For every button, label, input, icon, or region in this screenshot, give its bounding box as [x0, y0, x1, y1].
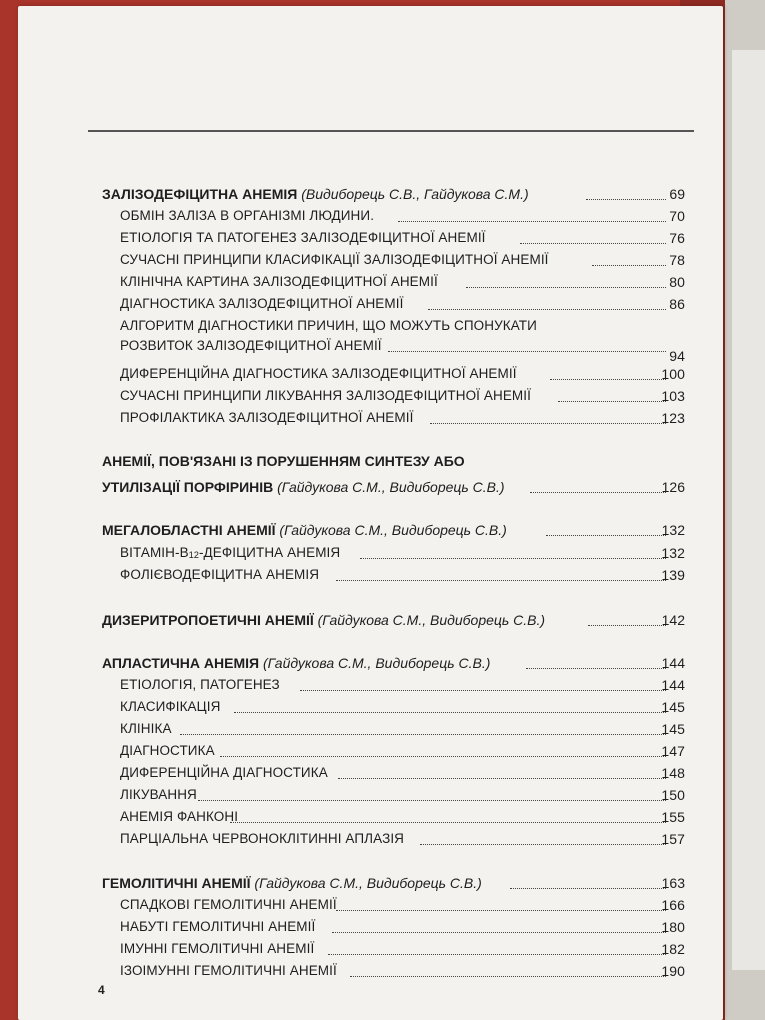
table-of-contents — [18, 6, 723, 1020]
entry-title: ОБМІН ЗАЛІЗА В ОРГАНІЗМІ ЛЮДИНИ. — [120, 208, 375, 223]
entry-title-pre: ВІТАМІН-В — [120, 545, 189, 560]
entry-page: 132 — [661, 522, 685, 538]
entry-title: ЕТІОЛОГІЯ ТА ПАТОГЕНЕЗ ЗАЛІЗОДЕФІЦИТНОЇ АНЕМІЇ — [120, 230, 486, 245]
entry-page: 144 — [661, 677, 685, 693]
entry-page: 86 — [669, 296, 685, 312]
toc-entry-aplastic-etiology — [18, 674, 723, 696]
entry-authors: (Гайдукова С.М., Видиборець С.В.) — [317, 612, 546, 628]
entry-page: 103 — [661, 388, 685, 404]
entry-page: 142 — [661, 612, 685, 628]
toc-entry-aplastic-diagnostics — [18, 740, 723, 762]
toc-entry-diagnostic-algorithm-cont — [18, 335, 723, 364]
entry-title: КЛІНІЧНА КАРТИНА ЗАЛІЗОДЕФІЦИТНОЇ АНЕМІЇ — [120, 274, 438, 289]
entry-page: 70 — [669, 208, 685, 224]
toc-entry-clinical-picture — [18, 271, 723, 293]
dot-leader — [428, 309, 666, 310]
entry-page: 144 — [661, 655, 685, 671]
entry-title: СУЧАСНІ ПРИНЦИПИ ЛІКУВАННЯ ЗАЛІЗОДЕФІЦИТНОЇ АНЕМІЇ — [120, 388, 531, 403]
toc-entry-acquired-hemolytic — [18, 916, 723, 938]
toc-entry-aplastic-classification — [18, 696, 723, 718]
toc-entry-immune-hemolytic — [18, 938, 723, 960]
dot-leader — [420, 844, 666, 845]
entry-page: 147 — [661, 743, 685, 759]
dot-leader — [466, 287, 666, 288]
entry-title: СПАДКОВІ ГЕМОЛІТИЧНІ АНЕМІЇ — [120, 897, 337, 912]
entry-title: ПРОФІЛАКТИКА ЗАЛІЗОДЕФІЦИТНОЇ АНЕМІЇ — [120, 410, 414, 425]
dot-leader — [220, 756, 666, 757]
entry-page: 100 — [661, 366, 685, 382]
entry-title: КЛІНІКА — [120, 721, 172, 736]
entry-title: ДІАГНОСТИКА — [120, 743, 215, 758]
entry-page: 190 — [661, 963, 685, 979]
toc-entry-hemolytic-anemias — [18, 872, 723, 894]
entry-title: ЗАЛІЗОДЕФІЦИТНА АНЕМІЯ — [102, 186, 298, 202]
dot-leader — [180, 734, 666, 735]
toc-entry-dyserythropoietic-anemias — [18, 609, 723, 631]
entry-authors: (Гайдукова С.М., Видиборець С.В.) — [279, 522, 507, 538]
entry-title: ДІАГНОСТИКА ЗАЛІЗОДЕФІЦИТНОЇ АНЕМІЇ — [120, 296, 404, 311]
entry-title: КЛАСИФІКАЦІЯ — [120, 699, 221, 714]
dot-leader — [234, 712, 666, 713]
entry-page: 155 — [661, 809, 685, 825]
toc-entry-red-cell-aplasia — [18, 828, 723, 850]
dot-leader — [360, 558, 666, 559]
dot-leader — [328, 954, 666, 955]
toc-entry-treatment-principles — [18, 385, 723, 407]
entry-page: 180 — [661, 919, 685, 935]
toc-entry-differential-diagnostics — [18, 363, 723, 385]
entry-page: 126 — [661, 479, 685, 495]
entry-page: 145 — [661, 721, 685, 737]
entry-title: ЛІКУВАННЯ — [120, 787, 197, 802]
entry-title: ГЕМОЛІТИЧНІ АНЕМІЇ — [102, 875, 251, 891]
entry-title-line1: АЛГОРИТМ ДІАГНОСТИКИ ПРИЧИН, ЩО МОЖУТЬ СПОНУКАТИ — [120, 318, 537, 333]
entry-page: 69 — [669, 186, 685, 202]
entry-authors: (Видиборець С.В., Гайдукова С.М.) — [301, 186, 529, 202]
page-number: 4 — [98, 983, 105, 997]
entry-title: МЕГАЛОБЛАСТНІ АНЕМІЇ — [102, 522, 276, 538]
entry-title: ІЗОІМУННІ ГЕМОЛІТИЧНІ АНЕМІЇ — [120, 963, 337, 978]
toc-entry-fanconi-anemia — [18, 806, 723, 828]
entry-title: ІМУННІ ГЕМОЛІТИЧНІ АНЕМІЇ — [120, 941, 315, 956]
entry-title-line2: РОЗВИТОК ЗАЛІЗОДЕФІЦИТНОЇ АНЕМІЇ — [120, 338, 382, 353]
entry-page: 182 — [661, 941, 685, 957]
entry-title: ДИЗЕРИТРОПОЕТИЧНІ АНЕМІЇ — [102, 612, 314, 628]
entry-title: АПЛАСТИЧНА АНЕМІЯ — [102, 655, 260, 671]
entry-page: 78 — [669, 252, 685, 268]
entry-page: 166 — [661, 897, 685, 913]
dot-leader — [388, 351, 666, 352]
entry-title: ЕТІОЛОГІЯ, ПАТОГЕНЕЗ — [120, 677, 280, 692]
toc-entry-aplastic-differential — [18, 762, 723, 784]
toc-entry-iron-metabolism — [18, 205, 723, 227]
entry-title: АНЕМІЯ ФАНКОНІ — [120, 809, 239, 824]
entry-page: 148 — [661, 765, 685, 781]
entry-title-subscript: 12 — [188, 550, 199, 560]
entry-page: 94 — [669, 348, 685, 364]
toc-entry-diagnostics — [18, 293, 723, 315]
dot-leader — [300, 690, 666, 691]
toc-entry-folate-deficiency — [18, 564, 723, 586]
toc-entry-isoimmune-hemolytic — [18, 960, 723, 982]
toc-entry-porphyrin-anemias — [18, 450, 723, 472]
entry-page: 145 — [661, 699, 685, 715]
toc-entry-prophylaxis — [18, 407, 723, 429]
toc-entry-diagnostic-algorithm — [18, 315, 723, 337]
toc-entry-hereditary-hemolytic — [18, 894, 723, 916]
entry-page: 80 — [669, 274, 685, 290]
entry-page: 76 — [669, 230, 685, 246]
dot-leader — [350, 976, 666, 977]
entry-title: НАБУТІ ГЕМОЛІТИЧНІ АНЕМІЇ — [120, 919, 316, 934]
entry-authors: (Гайдукова С.М., Видиборець С.В.) — [262, 655, 491, 671]
entry-page: 150 — [661, 787, 685, 803]
entry-title-line1: АНЕМІЇ, ПОВ'ЯЗАНІ ІЗ ПОРУШЕННЯМ СИНТЕЗУ АБО — [102, 453, 465, 469]
entry-title: ФОЛІЄВОДЕФІЦИТНА АНЕМІЯ — [120, 567, 320, 582]
book-page — [18, 6, 723, 1020]
toc-entry-aplastic-clinic — [18, 718, 723, 740]
dot-leader — [198, 800, 666, 801]
entry-authors: (Гайдукова С.М., Видиборець С.В.) — [254, 875, 482, 891]
dot-leader — [398, 221, 666, 222]
entry-page: 123 — [661, 410, 685, 426]
toc-entry-classification-principles — [18, 249, 723, 271]
dot-leader — [230, 822, 666, 823]
entry-title: ПАРЦІАЛЬНА ЧЕРВОНОКЛІТИННІ АПЛАЗІЯ — [120, 831, 405, 846]
dot-leader — [510, 888, 666, 889]
entry-title-line2: УТИЛІЗАЦІЇ ПОРФІРИНІВ — [102, 479, 274, 495]
entry-title: СУЧАСНІ ПРИНЦИПИ КЛАСИФІКАЦІЇ ЗАЛІЗОДЕФІЦИТНОЇ АНЕМІЇ — [120, 252, 549, 267]
toc-entry-porphyrin-anemias-cont — [18, 476, 723, 498]
entry-page: 163 — [661, 875, 685, 891]
dot-leader — [332, 932, 666, 933]
entry-page: 139 — [661, 567, 685, 583]
entry-page: 132 — [661, 545, 685, 561]
entry-page: 157 — [661, 831, 685, 847]
toc-entry-aplastic-anemia — [18, 652, 723, 674]
entry-title: ДИФЕРЕНЦІЙНА ДІАГНОСТИКА ЗАЛІЗОДЕФІЦИТНОЇ АНЕМІЇ — [120, 366, 517, 381]
dot-leader — [430, 423, 666, 424]
toc-entry-iron-deficiency-anemia — [18, 183, 723, 205]
dot-leader — [336, 910, 666, 911]
adjacent-paper — [732, 50, 765, 970]
toc-entry-etiology-pathogenesis — [18, 227, 723, 249]
entry-authors: (Гайдукова С.М., Видиборець С.В.) — [277, 479, 505, 495]
dot-leader — [338, 778, 666, 779]
toc-entry-megaloblastic-anemias — [18, 519, 723, 541]
toc-entry-aplastic-treatment — [18, 784, 723, 806]
toc-entry-b12-deficiency — [18, 542, 723, 564]
dot-leader — [336, 580, 666, 581]
entry-title: ДИФЕРЕНЦІЙНА ДІАГНОСТИКА — [120, 765, 328, 780]
entry-title-post: -ДЕФІЦИТНА АНЕМІЯ — [198, 545, 341, 560]
